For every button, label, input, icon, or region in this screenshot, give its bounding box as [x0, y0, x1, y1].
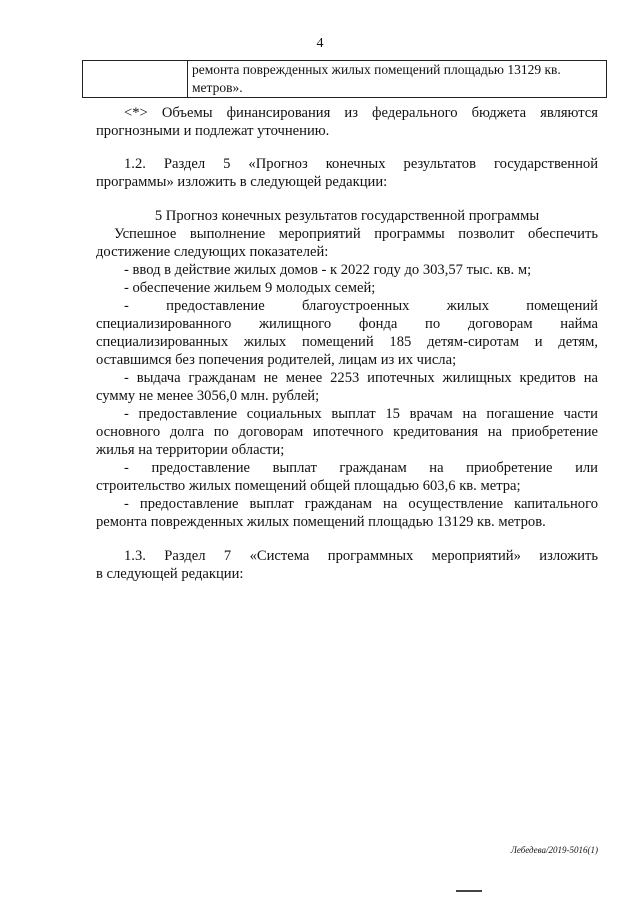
footnote-line-1: <*> Объемы финансирования из федерального бюджета являются: [124, 105, 598, 121]
intro-line-2: достижение следующих показателей:: [96, 244, 329, 260]
item-6-line-2: строительство жилых помещений общей площадью 603,6 кв. метра;: [96, 478, 521, 494]
para-1-2-line-2: программы» изложить в следующей редакции:: [96, 174, 388, 190]
item-5-line-3: жилья на территории области;: [96, 442, 285, 458]
para-1-3-line-1: 1.3. Раздел 7 «Система программных мероприятий» изложить: [124, 548, 598, 564]
item-7-line-1: - предоставление выплат гражданам на осуществление капитального: [124, 496, 598, 512]
table-row: [83, 61, 607, 98]
item-3-line-3: специализированных жилых помещений 185 детям-сиротам и детям,: [96, 334, 598, 350]
signature: Лебедева/2019-5016(1): [510, 845, 598, 855]
item-1: - ввод в действие жилых домов - к 2022 году до 303,57 тыс. кв. м;: [124, 262, 532, 278]
bottom-mark: [456, 890, 482, 892]
item-6-line-1: - предоставление выплат гражданам на приобретение или: [124, 460, 598, 476]
item-5-line-2: основного долга по договорам ипотечного кредитования на приобретение: [96, 424, 598, 440]
item-4-line-2: сумму не менее 3056,0 млн. рублей;: [96, 388, 320, 404]
table-cell-text: ремонта поврежденных жилых помещений площадью 13129 кв. метров».: [188, 61, 607, 98]
item-5-line-1: - предоставление социальных выплат 15 врачам на погашение части: [124, 406, 598, 422]
item-3-line-1: - предоставление благоустроенных жилых помещений: [124, 298, 598, 314]
page-number: 4: [316, 36, 324, 51]
table-fragment: [82, 60, 607, 98]
item-7-line-2: ремонта поврежденных жилых помещений площадью 13129 кв. метров.: [96, 514, 546, 530]
intro-line-1: Успешное выполнение мероприятий программы позволит обеспечить: [114, 226, 598, 242]
item-4-line-1: - выдача гражданам не менее 2253 ипотечных жилищных кредитов на: [124, 370, 598, 386]
table-cell-empty: [83, 61, 188, 98]
item-2: - обеспечение жильем 9 молодых семей;: [124, 280, 376, 296]
section-heading: 5 Прогноз конечных результатов государственной программы: [154, 208, 540, 224]
para-1-2-line-1: 1.2. Раздел 5 «Прогноз конечных результатов государственной: [124, 156, 598, 172]
item-3-line-2: специализированного жилищного фонда по договорам найма: [96, 316, 598, 332]
item-3-line-4: оставшимся без попечения родителей, лицам из их числа;: [96, 352, 457, 368]
footnote-line-2: прогнозными и подлежат уточнению.: [96, 123, 330, 139]
para-1-3-line-2: в следующей редакции:: [96, 566, 244, 582]
